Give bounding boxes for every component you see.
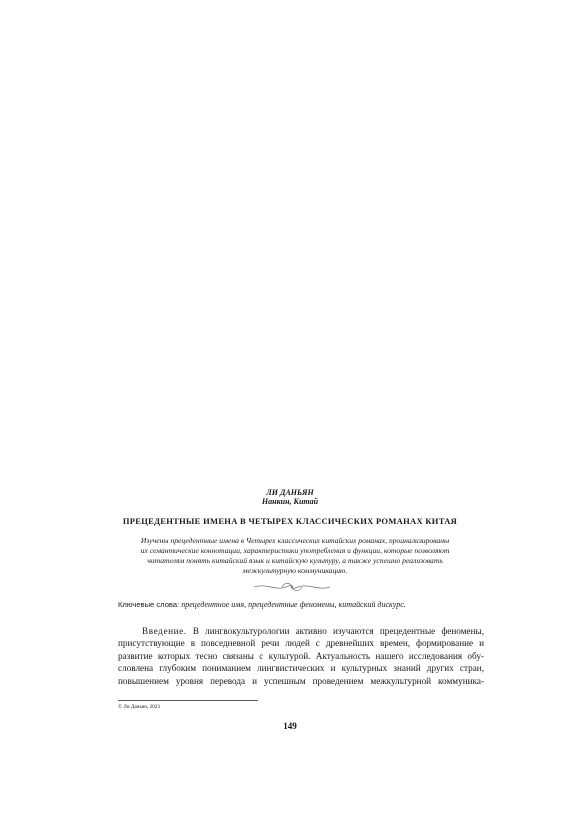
- keywords-label: Ключевые слова:: [118, 600, 180, 609]
- body-line: повышением уровня перевода и успешным проведением межкультурной коммуника-: [118, 675, 484, 686]
- body-line-text: В лингвокультурологии активно изучаются прецедентные феномены,: [186, 626, 484, 636]
- body-line: присутствующие в повседневной речи людей с древнейших времен, формирование и: [118, 638, 484, 649]
- abstract-line: межкультурную коммуникацию.: [242, 566, 348, 575]
- keywords-line: [118, 600, 406, 610]
- keywords-text: прецедентное имя, прецедентные феномены, китайский дискурс.: [181, 600, 406, 609]
- copyright-footnote: © Ли Даньян, 2023: [118, 704, 160, 710]
- abstract-line: читателям понять китайский язык и китайскую культуру, а также успешно реализовать: [147, 556, 443, 565]
- abstract-line: Изучены прецедентные имена в Четырех классических китайских романах, проанализированы: [140, 536, 450, 545]
- page-number: 149: [283, 721, 297, 731]
- author-affiliation: Нанкин, Китай: [261, 497, 319, 506]
- body-line: развитие которых тесно связаны с культурой. Актуальность нашего исследования обу-: [118, 650, 484, 661]
- abstract-line: их семантические коннотации, характеристики употребления и функции, которые позволяют: [140, 546, 450, 555]
- footnote-rule: [118, 700, 258, 701]
- intro-heading: Введение.: [142, 626, 187, 636]
- body-line: [118, 625, 484, 637]
- ornament-divider-icon: [252, 581, 332, 593]
- article-title: ПРЕЦЕДЕНТНЫЕ ИМЕНА В ЧЕТЫРЕХ КЛАССИЧЕСКИХ РОМАНАХ КИТАЯ: [122, 516, 458, 526]
- abstract: [100, 536, 490, 576]
- body-line: словлена глубоким пониманием лингвистических и культурных знаний других стран,: [118, 663, 484, 674]
- author-name: ЛИ ДАНЬЯН: [266, 488, 314, 497]
- body-text: [118, 625, 484, 687]
